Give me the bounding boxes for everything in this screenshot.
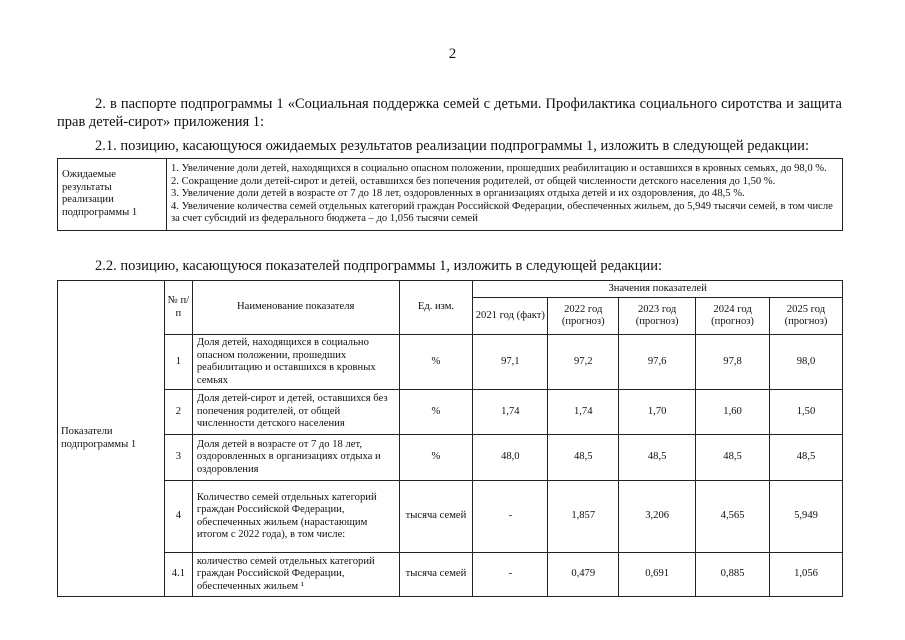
- row-value: 1,70: [619, 390, 696, 435]
- row-value: 5,949: [770, 481, 843, 553]
- row-value: -: [473, 553, 548, 597]
- table-row: [58, 390, 843, 435]
- row-name: Доля детей-сирот и детей, оставшихся без попечения родителей, от общей численности детского населения: [192, 390, 399, 435]
- table-row: [58, 435, 843, 481]
- paragraph-amendment-intro: 2. в паспорте подпрограммы 1 «Социальная поддержка семей с детьми. Профилактика социального сиротства и защита прав детей-сирот» приложения 1:: [57, 96, 842, 130]
- col-header-year: 2023 год (прогноз): [619, 298, 696, 335]
- col-header-name: Наименование показателя: [192, 281, 399, 335]
- row-num: 3: [164, 435, 192, 481]
- col-header-year: 2021 год (факт): [473, 298, 548, 335]
- row-value: 97,1: [473, 335, 548, 390]
- row-num: 4: [164, 481, 192, 553]
- table-row: [58, 553, 843, 597]
- row-value: 1,857: [548, 481, 619, 553]
- row-unit: %: [399, 390, 473, 435]
- row-value: 48,5: [696, 435, 770, 481]
- row-value: 1,50: [770, 390, 843, 435]
- list-item: 3. Увеличение доли детей в возрасте от 7 до 18 лет, оздоровленных в организациях отдыха детей и их оздоровления, до 48,5 %.: [171, 188, 745, 199]
- row-unit: тысяча семей: [399, 481, 473, 553]
- row-name: Количество семей отдельных категорий граждан Российской Федерации, обеспеченных жильем (нарастающим итогом с 2022 года), в том числе:: [192, 481, 399, 553]
- col-header-year: 2024 год (прогноз): [696, 298, 770, 335]
- row-value: 1,60: [696, 390, 770, 435]
- paragraph-expected-results: 2.1. позицию, касающуюся ожидаемых результатов реализации подпрограммы 1, изложить в следующей редакции:: [95, 138, 809, 154]
- table-row: [58, 159, 843, 231]
- list-item: 1. Увеличение доли детей, находящихся в социально опасном положении, прошедших реабилитацию и оставшихся в кровных семьях, до 98,0 %.: [171, 163, 827, 174]
- page-number: 2: [448, 46, 457, 62]
- row-value: 48,5: [770, 435, 843, 481]
- row-value: 1,74: [548, 390, 619, 435]
- col-header-values: Значения показателей: [473, 281, 843, 298]
- row-value: 98,0: [770, 335, 843, 390]
- row-unit: тысяча семей: [399, 553, 473, 597]
- expected-results-list: [167, 159, 843, 231]
- row-value: 0,479: [548, 553, 619, 597]
- row-value: 1,056: [770, 553, 843, 597]
- row-value: 97,6: [619, 335, 696, 390]
- row-value: 0,691: [619, 553, 696, 597]
- row-num: 1: [164, 335, 192, 390]
- row-name: количество семей отдельных категорий граждан Российской Федерации, обеспеченных жильем ¹: [192, 553, 399, 597]
- row-value: 3,206: [619, 481, 696, 553]
- row-value: 97,2: [548, 335, 619, 390]
- row-num: 2: [164, 390, 192, 435]
- row-name: Доля детей в возрасте от 7 до 18 лет, оздоровленных в организациях отдыха и оздоровления: [192, 435, 399, 481]
- indicators-label: Показатели подпрограммы 1: [58, 281, 165, 597]
- row-unit: %: [399, 435, 473, 481]
- row-value: 48,0: [473, 435, 548, 481]
- table-row: [58, 481, 843, 553]
- row-value: 48,5: [548, 435, 619, 481]
- table-header-row: [58, 281, 843, 298]
- indicators-table: [57, 280, 843, 597]
- col-header-num: № п/п: [164, 281, 192, 335]
- row-value: 48,5: [619, 435, 696, 481]
- row-value: 97,8: [696, 335, 770, 390]
- row-num: 4.1: [164, 553, 192, 597]
- list-item: 4. Увеличение количества семей отдельных категорий граждан Российской Федерации, обеспеченных жильем, до 5,949 тысячи семей, в том числе за счет субсидий из федерального бюджета – до 1,056 тысячи семей: [171, 200, 833, 224]
- table-row: [58, 335, 843, 390]
- paragraph-indicators: 2.2. позицию, касающуюся показателей подпрограммы 1, изложить в следующей редакции:: [95, 258, 663, 274]
- col-header-year: 2022 год (прогноз): [548, 298, 619, 335]
- row-value: -: [473, 481, 548, 553]
- row-name: Доля детей, находящихся в социально опасном положении, прошедших реабилитацию и оставшихся в кровных семьях: [192, 335, 399, 390]
- row-value: 1,74: [473, 390, 548, 435]
- expected-results-label: Ожидаемые результаты реализации подпрограммы 1: [58, 159, 167, 231]
- col-header-unit: Ед. изм.: [399, 281, 473, 335]
- row-value: 0,885: [696, 553, 770, 597]
- row-value: 4,565: [696, 481, 770, 553]
- row-unit: %: [399, 335, 473, 390]
- list-item: 2. Сокращение доли детей-сирот и детей, оставшихся без попечения родителей, от общей численности детского населения до 1,50 %.: [171, 175, 776, 187]
- col-header-year: 2025 год (прогноз): [770, 298, 843, 335]
- expected-results-table: [57, 158, 843, 231]
